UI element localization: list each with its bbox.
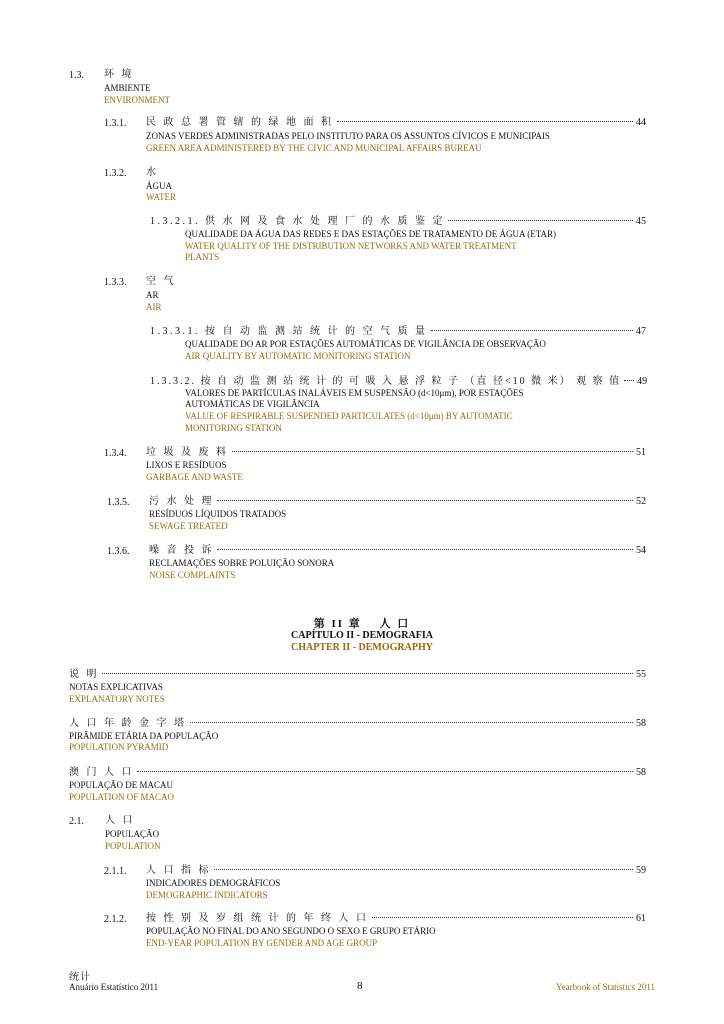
section-title-zh: 环 境 (104, 69, 134, 80)
dot-leader (137, 771, 633, 772)
section-title-zh: 水 (146, 167, 159, 178)
toc-entry[interactable] (146, 913, 646, 925)
section-title-en: ENVIRONMENT (104, 95, 170, 105)
entry-title-zh: 人 口 指 标 (146, 865, 211, 876)
dot-leader (448, 220, 633, 221)
page-number: 54 (636, 545, 646, 556)
page-number: 45 (636, 216, 646, 227)
section-number: 1.3.6. (107, 546, 130, 557)
section-number: 2.1.1. (104, 866, 127, 877)
entry-title-en: VALUE OF RESPIRABLE SUSPENDED PARTICULATES (d<10μm) BY AUTOMATIC (185, 411, 513, 421)
page-number: 61 (636, 913, 646, 924)
entry-title-zh: 污 水 处 理 (149, 496, 214, 507)
toc-entry[interactable] (150, 376, 646, 388)
dot-leader (217, 549, 633, 550)
chapter-title-en: CHAPTER II - DEMOGRAPHY (291, 642, 433, 653)
page-number: 58 (636, 718, 646, 729)
toc-entry[interactable] (150, 216, 646, 228)
toc-entry[interactable] (146, 447, 646, 459)
entry-title-en: WATER QUALITY OF THE DISTRIBUTION NETWORKS AND WATER TREATMENT (185, 241, 517, 251)
page-number: 44 (636, 117, 646, 128)
entry-number-title: 1.3.3.2. 按 自 动 监 测 站 统 计 的 可 吸 入 悬 浮 粒 子 （直 径<10 微 米） 观 察 值 (150, 376, 622, 387)
page-number: 51 (636, 447, 646, 458)
toc-entry[interactable] (69, 718, 646, 730)
page-number: 47 (636, 326, 646, 337)
entry-title-en: GARBAGE AND WASTE (146, 472, 243, 482)
dot-leader (232, 451, 634, 452)
footer-page-number: 8 (357, 980, 363, 992)
entry-title-pt: QUALIDADE DA ÁGUA DAS REDES E DAS ESTAÇÕES DE TRATAMENTO DE ÁGUA (ETAR) (185, 229, 557, 239)
entry-title-zh: 垃 圾 及 废 料 (146, 447, 229, 458)
section-number: 1.3.1. (104, 118, 127, 129)
section-title-pt: ÁGUA (146, 181, 172, 191)
entry-title-pt: ZONAS VERDES ADMINISTRADAS PELO INSTITUTO PARA OS ASSUNTOS CÍVICOS E MUNICIPAIS (146, 131, 550, 141)
section-title-en: AIR (146, 302, 162, 312)
entry-title-en: AIR QUALITY BY AUTOMATIC MONITORING STATION (185, 351, 411, 361)
toc-entry[interactable] (146, 117, 646, 129)
dot-leader (337, 121, 634, 122)
entry-title-pt: RECLAMAÇÕES SOBRE POLUIÇÃO SONORA (149, 558, 335, 568)
entry-title-en-cont: PLANTS (185, 252, 220, 262)
page-number: 58 (636, 767, 646, 778)
entry-title-pt: POPULAÇÃO NO FINAL DO ANO SEGUNDO O SEXO E GRUPO ETÁRIO (146, 926, 436, 936)
toc-entry[interactable] (69, 669, 646, 681)
toc-entry[interactable] (146, 865, 646, 877)
dot-leader (217, 500, 633, 501)
entry-title-zh: 说 明 (69, 669, 99, 680)
dot-leader (372, 917, 634, 918)
section-title-zh: 空 气 (146, 276, 176, 287)
page-number: 59 (636, 865, 646, 876)
toc-entry[interactable] (69, 767, 646, 779)
section-number: 1.3. (69, 70, 84, 81)
section-title-pt: AR (146, 290, 159, 300)
chapter-title-pt: CAPÍTULO II - DEMOGRAFIA (291, 630, 433, 641)
entry-title-zh: 人 口 年 龄 金 字 塔 (69, 718, 187, 729)
dot-leader (214, 869, 633, 870)
entry-title-en: EXPLANATORY NOTES (69, 694, 165, 704)
entry-title-pt-cont: AUTOMÁTICAS DE VIGILÂNCIA (185, 399, 320, 409)
section-number: 1.3.3. (104, 277, 127, 288)
entry-title-zh: 噪 音 投 诉 (149, 545, 214, 556)
entry-title-en: NOISE COMPLAINTS (149, 570, 236, 580)
section-number: 1.3.2. (104, 168, 127, 179)
section-number: 2.1.2. (104, 914, 127, 925)
entry-title-pt: POPULAÇÃO DE MACAU (69, 780, 174, 790)
section-title-zh: 人 口 (105, 815, 135, 826)
chapter-title-zh: 第 II 章 人 口 (313, 618, 411, 630)
footer-title-zh: 统计 (69, 972, 91, 983)
entry-title-pt: NOTAS EXPLICATIVAS (69, 682, 163, 692)
entry-title-en: END-YEAR POPULATION BY GENDER AND AGE GROUP (146, 938, 378, 948)
entry-title-pt: PIRÂMIDE ETÁRIA DA POPULAÇÃO (69, 731, 219, 741)
section-number: 1.3.4. (104, 448, 127, 459)
entry-title-pt: INDICADORES DEMOGRÁFICOS (146, 878, 281, 888)
entry-number-title: 1.3.3.1. 按 自 动 监 测 站 统 计 的 空 气 质 量 (150, 326, 428, 337)
page-number: 52 (636, 496, 646, 507)
dot-leader (102, 673, 633, 674)
entry-title-pt: QUALIDADE DO AR POR ESTAÇÕES AUTOMÁTICAS DE VIGILÂNCIA DE OBSERVAÇÃO (185, 339, 546, 349)
entry-number-title: 1.3.2.1. 供 水 网 及 食 水 处 理 厂 的 水 质 鉴 定 (150, 216, 445, 227)
entry-title-en-cont: MONITORING STATION (185, 423, 282, 433)
section-title-pt: POPULAÇÃO (105, 829, 160, 839)
page-number: 55 (636, 669, 646, 680)
entry-title-en: POPULATION PYRAMID (69, 742, 169, 752)
entry-title-zh: 按 性 别 及 岁 组 统 计 的 年 终 人 口 (146, 913, 369, 924)
footer-title-en: Yearbook of Statistics 2011 (556, 982, 655, 992)
toc-entry[interactable] (150, 326, 646, 338)
dot-leader (190, 722, 634, 723)
section-title-pt: AMBIENTE (104, 83, 151, 93)
dot-leader (431, 330, 634, 331)
entry-title-en: SEWAGE TREATED (149, 521, 228, 531)
section-number: 1.3.5. (107, 497, 130, 508)
entry-title-en: DEMOGRAPHIC INDICATORS (146, 890, 268, 900)
entry-title-en: GREEN AREA ADMINISTERED BY THE CIVIC AND MUNICIPAL AFFAIRS BUREAU (146, 143, 482, 153)
entry-title-zh: 澳 门 人 口 (69, 767, 134, 778)
section-title-en: POPULATION (105, 841, 161, 851)
toc-entry[interactable] (149, 496, 646, 508)
entry-title-en: POPULATION OF MACAO (69, 792, 175, 802)
section-title-en: WATER (146, 192, 176, 202)
toc-entry[interactable] (149, 545, 646, 557)
entry-title-pt: VALORES DE PARTÍCULAS INALÁVEIS EM SUSPENSÃO (d<10μm), POR ESTAÇÕES (185, 388, 524, 398)
entry-title-pt: LIXOS E RESÍDUOS (146, 460, 227, 470)
page-number: 49 (637, 376, 648, 387)
section-number: 2.1. (69, 816, 84, 827)
entry-title-pt: RESÍDUOS LÍQUIDOS TRATADOS (149, 509, 287, 519)
dot-leader (624, 380, 634, 381)
entry-title-zh: 民 政 总 署 管 辖 的 绿 地 面 积 (146, 117, 334, 128)
footer-title-pt: Anuário Estatístico 2011 (69, 982, 159, 992)
